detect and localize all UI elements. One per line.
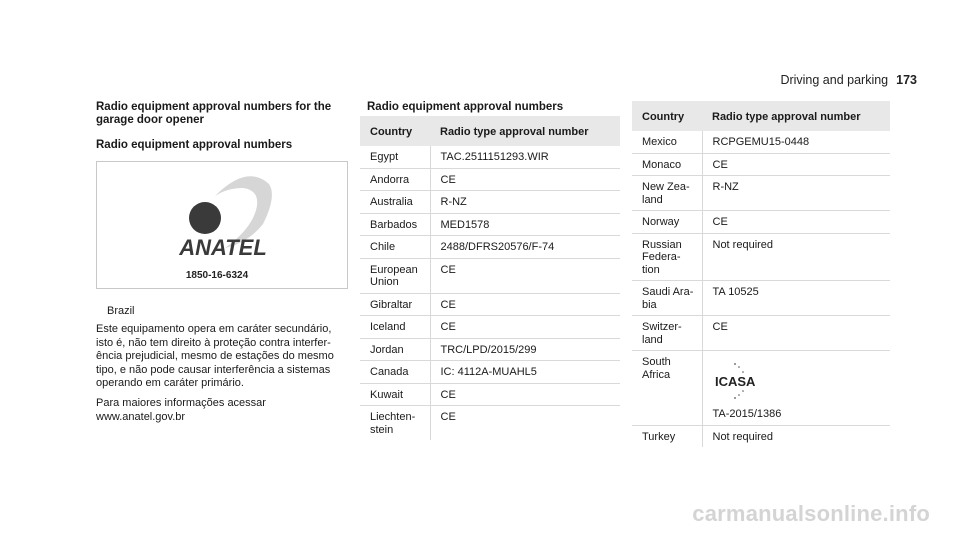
- table-row: [360, 236, 620, 259]
- left-subtitle: Radio equipment approval numbers: [96, 139, 293, 151]
- notice-line: ência prejudicial, mesmo de estações do mesmo: [96, 350, 334, 363]
- cell-country: European Union: [360, 258, 430, 293]
- garage-title-line2: garage door opener: [96, 114, 204, 126]
- table-row: [632, 351, 890, 426]
- cell-country: Jordan: [360, 338, 430, 361]
- cell-country: Turkey: [632, 425, 702, 447]
- anatel-link[interactable]: www.anatel.gov.br: [96, 410, 186, 423]
- cell-country: Gibraltar: [360, 293, 430, 316]
- table-row: [360, 258, 620, 293]
- table-row: [360, 383, 620, 406]
- cell-country: Liechten-stein: [360, 406, 430, 441]
- table-row: [360, 316, 620, 339]
- anatel-logo-icon: [97, 162, 347, 288]
- cell-country: Barbados: [360, 213, 430, 236]
- approval-table-right: [632, 101, 890, 447]
- table-row: [360, 338, 620, 361]
- country-brazil: Brazil: [107, 305, 135, 317]
- icasa-logo-text: ICASA: [714, 374, 755, 389]
- table-row: [632, 281, 890, 316]
- cell-number: CE: [440, 411, 456, 423]
- section-title: Driving and parking: [780, 73, 889, 87]
- cell-country: Switzer-land: [632, 316, 702, 351]
- cell-country: Australia: [360, 191, 430, 214]
- cell-country: Mexico: [632, 131, 702, 153]
- table-row: [632, 176, 890, 211]
- table-row: [632, 131, 890, 153]
- anatel-logo-box: [96, 161, 348, 289]
- middle-title: Radio equipment approval numbers: [367, 101, 564, 113]
- table-row: [632, 153, 890, 176]
- approval-table-middle: [360, 116, 620, 440]
- garage-title: [96, 101, 331, 127]
- cell-country: South Africa: [632, 351, 702, 426]
- notice-line: Este equipamento opera em caráter secundário,: [96, 323, 332, 335]
- col-header-country: Country: [360, 116, 430, 146]
- table-row: [360, 146, 620, 168]
- cell-number: TA 10525: [702, 281, 890, 316]
- cell-number: Not required: [702, 233, 890, 281]
- cell-number: IC: 4112A-MUAHL5: [430, 361, 620, 384]
- notice-line: operando em caráter primário.: [96, 377, 244, 390]
- table-row: [632, 211, 890, 234]
- cell-country: Andorra: [360, 168, 430, 191]
- table-row: [360, 406, 620, 441]
- table-header-row: [360, 116, 620, 146]
- cell-country: Monaco: [632, 153, 702, 176]
- cell-number: 2488/DFRS20576/F-74: [430, 236, 620, 259]
- anatel-info: [96, 397, 266, 424]
- cell-country: Chile: [360, 236, 430, 259]
- table-row: [632, 425, 890, 447]
- table-row: [360, 168, 620, 191]
- table-row: [632, 233, 890, 281]
- page-number: 173: [896, 73, 917, 87]
- cell-country: Iceland: [360, 316, 430, 339]
- brazil-notice: [96, 323, 334, 391]
- cell-number: CE: [430, 316, 620, 339]
- cell-number: CE: [702, 316, 890, 351]
- cell-number: CE: [430, 293, 620, 316]
- col-header-number: Radio type approval number: [702, 101, 890, 131]
- cell-number: Not required: [712, 430, 774, 443]
- page-header: [780, 73, 917, 87]
- cell-country: Kuwait: [360, 383, 430, 406]
- cell-number: MED1578: [430, 213, 620, 236]
- cell-number: R-NZ: [702, 176, 890, 211]
- table-row: [360, 191, 620, 214]
- cell-country: New Zea-land: [632, 176, 702, 211]
- col-header-country: Country: [632, 101, 702, 131]
- cell-country: Canada: [360, 361, 430, 384]
- watermark: carmanualsonline.info: [692, 501, 930, 526]
- anatel-logo-text: ANATEL: [179, 235, 267, 260]
- icasa-number: TA-2015/1386: [712, 408, 782, 420]
- garage-title-line1: Radio equipment approval numbers for the: [96, 101, 332, 113]
- cell-number: CE: [430, 168, 620, 191]
- cell-country: Norway: [632, 211, 702, 234]
- cell-number: RCPGEMU15-0448: [702, 131, 890, 153]
- cell-number: CE: [430, 258, 620, 293]
- cell-country: Egypt: [360, 146, 430, 168]
- cell-number: CE: [702, 153, 890, 176]
- info-line: Para maiores informações acessar: [96, 397, 266, 409]
- cell-number: TAC.2511151293.WIR: [430, 146, 620, 168]
- cell-number: CE: [430, 383, 620, 406]
- col-header-number: Radio type approval number: [430, 116, 620, 146]
- table-row: [360, 293, 620, 316]
- cell-number: [702, 351, 890, 426]
- cell-country: Russian Federa-tion: [632, 233, 702, 281]
- table-header-row: [632, 101, 890, 131]
- cell-country: Saudi Ara-bia: [632, 281, 702, 316]
- anatel-logo-code: 1850-16-6324: [185, 270, 249, 281]
- table-row: [360, 213, 620, 236]
- cell-number: CE: [702, 211, 890, 234]
- notice-line: isto é, não tem direito à proteção contra interfer-: [96, 336, 331, 349]
- notice-line: tipo, e não pode causar interferência a sistemas: [96, 363, 331, 376]
- cell-number: R-NZ: [430, 191, 620, 214]
- icasa-logo-icon: [713, 358, 783, 402]
- table-row: [360, 361, 620, 384]
- cell-number: TRC/LPD/2015/299: [430, 338, 620, 361]
- table-row: [632, 316, 890, 351]
